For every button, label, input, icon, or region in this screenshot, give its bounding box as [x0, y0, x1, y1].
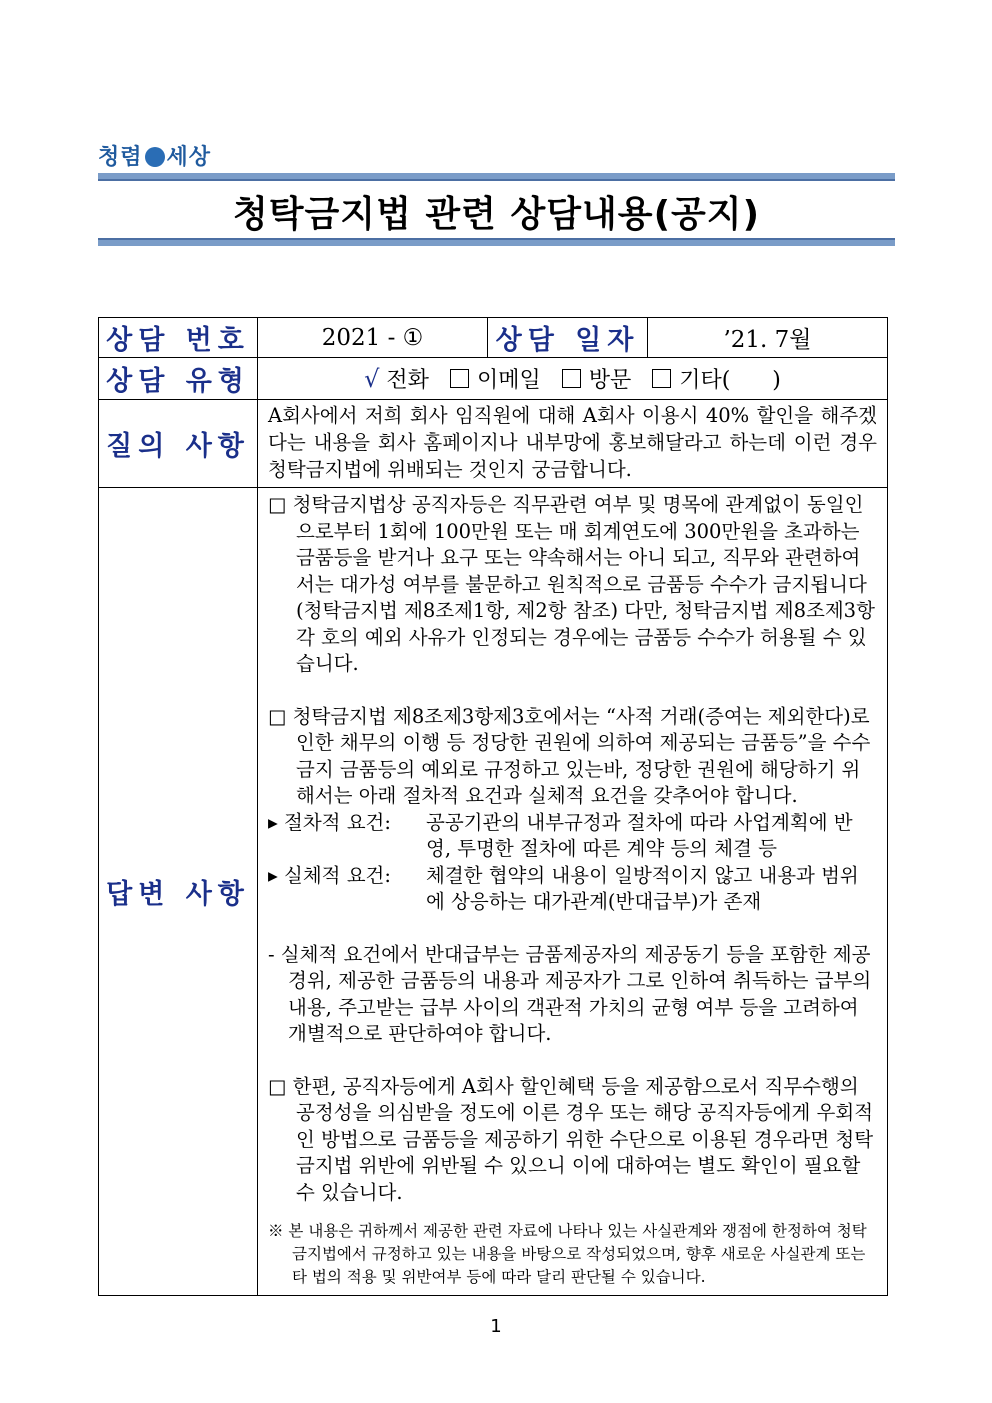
bullet-substantive: [268, 863, 877, 916]
date-value: ’21. 7월: [648, 318, 888, 358]
type-option-phone: 전화: [386, 368, 429, 393]
page-title: 청탁금지법 관련 상담내용(공지): [232, 194, 761, 235]
question-label: 질의 사항: [99, 400, 258, 488]
row-type: [99, 358, 888, 400]
answer-body: [258, 488, 888, 1296]
question-text: A회사에서 저희 회사 임직원에 대해 A회사 이용시 40% 할인을 해주겠다는 내용을 회사 홈페이지나 내부망에 홍보해달라고 하는데 이런 경우 청탁금지법에 위배되는 것인지 궁금합니다.: [258, 400, 888, 488]
date-label: 상담 일자: [488, 318, 648, 358]
row-question: [99, 400, 888, 488]
title-rule-top: [98, 173, 895, 181]
type-options: [258, 358, 888, 400]
logo-text-left: 청렴: [98, 145, 143, 170]
bullet-substantive-text: 체결한 협약의 내용이 일방적이지 않고 내용과 범위에 상응하는 대가관계(반대급부)가 존재: [426, 863, 859, 913]
bullet-substantive-label: ▸ 실체적 요건:: [268, 863, 391, 887]
checkbox-email[interactable]: [450, 369, 469, 388]
type-option-visit: 방문: [588, 368, 632, 393]
checkbox-other[interactable]: [652, 369, 671, 388]
logo: [98, 140, 211, 171]
checkbox-visit[interactable]: [562, 369, 581, 388]
type-option-email: 이메일: [476, 368, 541, 393]
type-label: 상담 유형: [99, 358, 258, 400]
answer-paragraph-4: □ 한편, 공직자등에게 A회사 할인혜택 등을 제공함으로서 직무수행의 공정성을 의심받을 정도에 이른 경우 또는 해당 공직자등에게 우회적인 방법으로 금품등을 제공하기 위한 수단으로 이용된 경우라면 청탁금지법 위반에 위반될 수 있으니 이에 대하여는 별도 확인이 필요할 수 있습니다.: [268, 1074, 874, 1204]
number-label: 상담 번호: [99, 318, 258, 358]
answer-paragraph-2: □ 청탁금지법 제8조제3항제3호에서는 “사적 거래(증여는 제외한다)로 인한 채무의 이행 등 정당한 권원에 의하여 제공되는 금품등”을 수수 금지 금품등의 예외로 규정하고 있는바, 정당한 권원에 해당하기 위해서는 아래 절차적 요건과 실체적 요건을 갖추어야 합니다.: [268, 704, 871, 807]
bullet-procedural-text: 공공기관의 내부규정과 절차에 따라 사업계획에 반영, 투명한 절차에 따른 계약 등의 체결 등: [426, 810, 853, 860]
page-number: 1: [490, 1316, 502, 1337]
logo-mark-icon: [145, 147, 165, 167]
answer-paragraph-1: □ 청탁금지법상 공직자등은 직무관련 여부 및 명목에 관계없이 동일인으로부터 1회에 100만원 또는 매 회계연도에 300만원을 초과하는 금품등을 받거나 요구 또는 약속해서는 아니 되고, 직무와 관련하여서는 대가성 여부를 불문하고 원칙적으로 금품등 수수가 금지됩니다(청탁금지법 제8조제1항, 제2항 참조) 다만, 청탁금지법 제8조제3항 각 호의 예외 사유가 인정되는 경우에는 금품등 수수가 허용될 수 있습니다.: [268, 493, 875, 675]
disclaimer-note: ※ 본 내용은 귀하께서 제공한 관련 자료에 나타나 있는 사실관계와 쟁점에 한정하여 청탁금지법에서 규정하고 있는 내용을 바탕으로 작성되었으며, 향후 새로운 사실관계 또는 타 법의 적용 및 위반여부 등에 따라 달리 판단될 수 있습니다.: [268, 1222, 867, 1286]
row-number-date: [99, 318, 888, 358]
answer-label: 답변 사항: [99, 488, 258, 1296]
number-value: 2021 - ①: [258, 318, 488, 358]
check-icon: √: [364, 365, 380, 393]
row-answer: [99, 488, 888, 1296]
type-option-other: 기타( ): [679, 368, 781, 393]
answer-paragraph-3: - 실체적 요건에서 반대급부는 금품제공자의 제공동기 등을 포함한 제공경위, 제공한 금품등의 내용과 제공자가 그로 인하여 취득하는 급부의 내용, 주고받는 급부 사이의 객관적 가치의 균형 여부 등을 고려하여 개별적으로 판단하여야 합니다.: [268, 942, 872, 1045]
bullet-procedural: [268, 810, 877, 863]
title-rule-bottom: [98, 238, 895, 246]
bullet-procedural-label: ▸ 절차적 요건:: [268, 810, 391, 834]
logo-text-right: 세상: [166, 145, 212, 170]
consultation-table: [98, 317, 888, 1296]
